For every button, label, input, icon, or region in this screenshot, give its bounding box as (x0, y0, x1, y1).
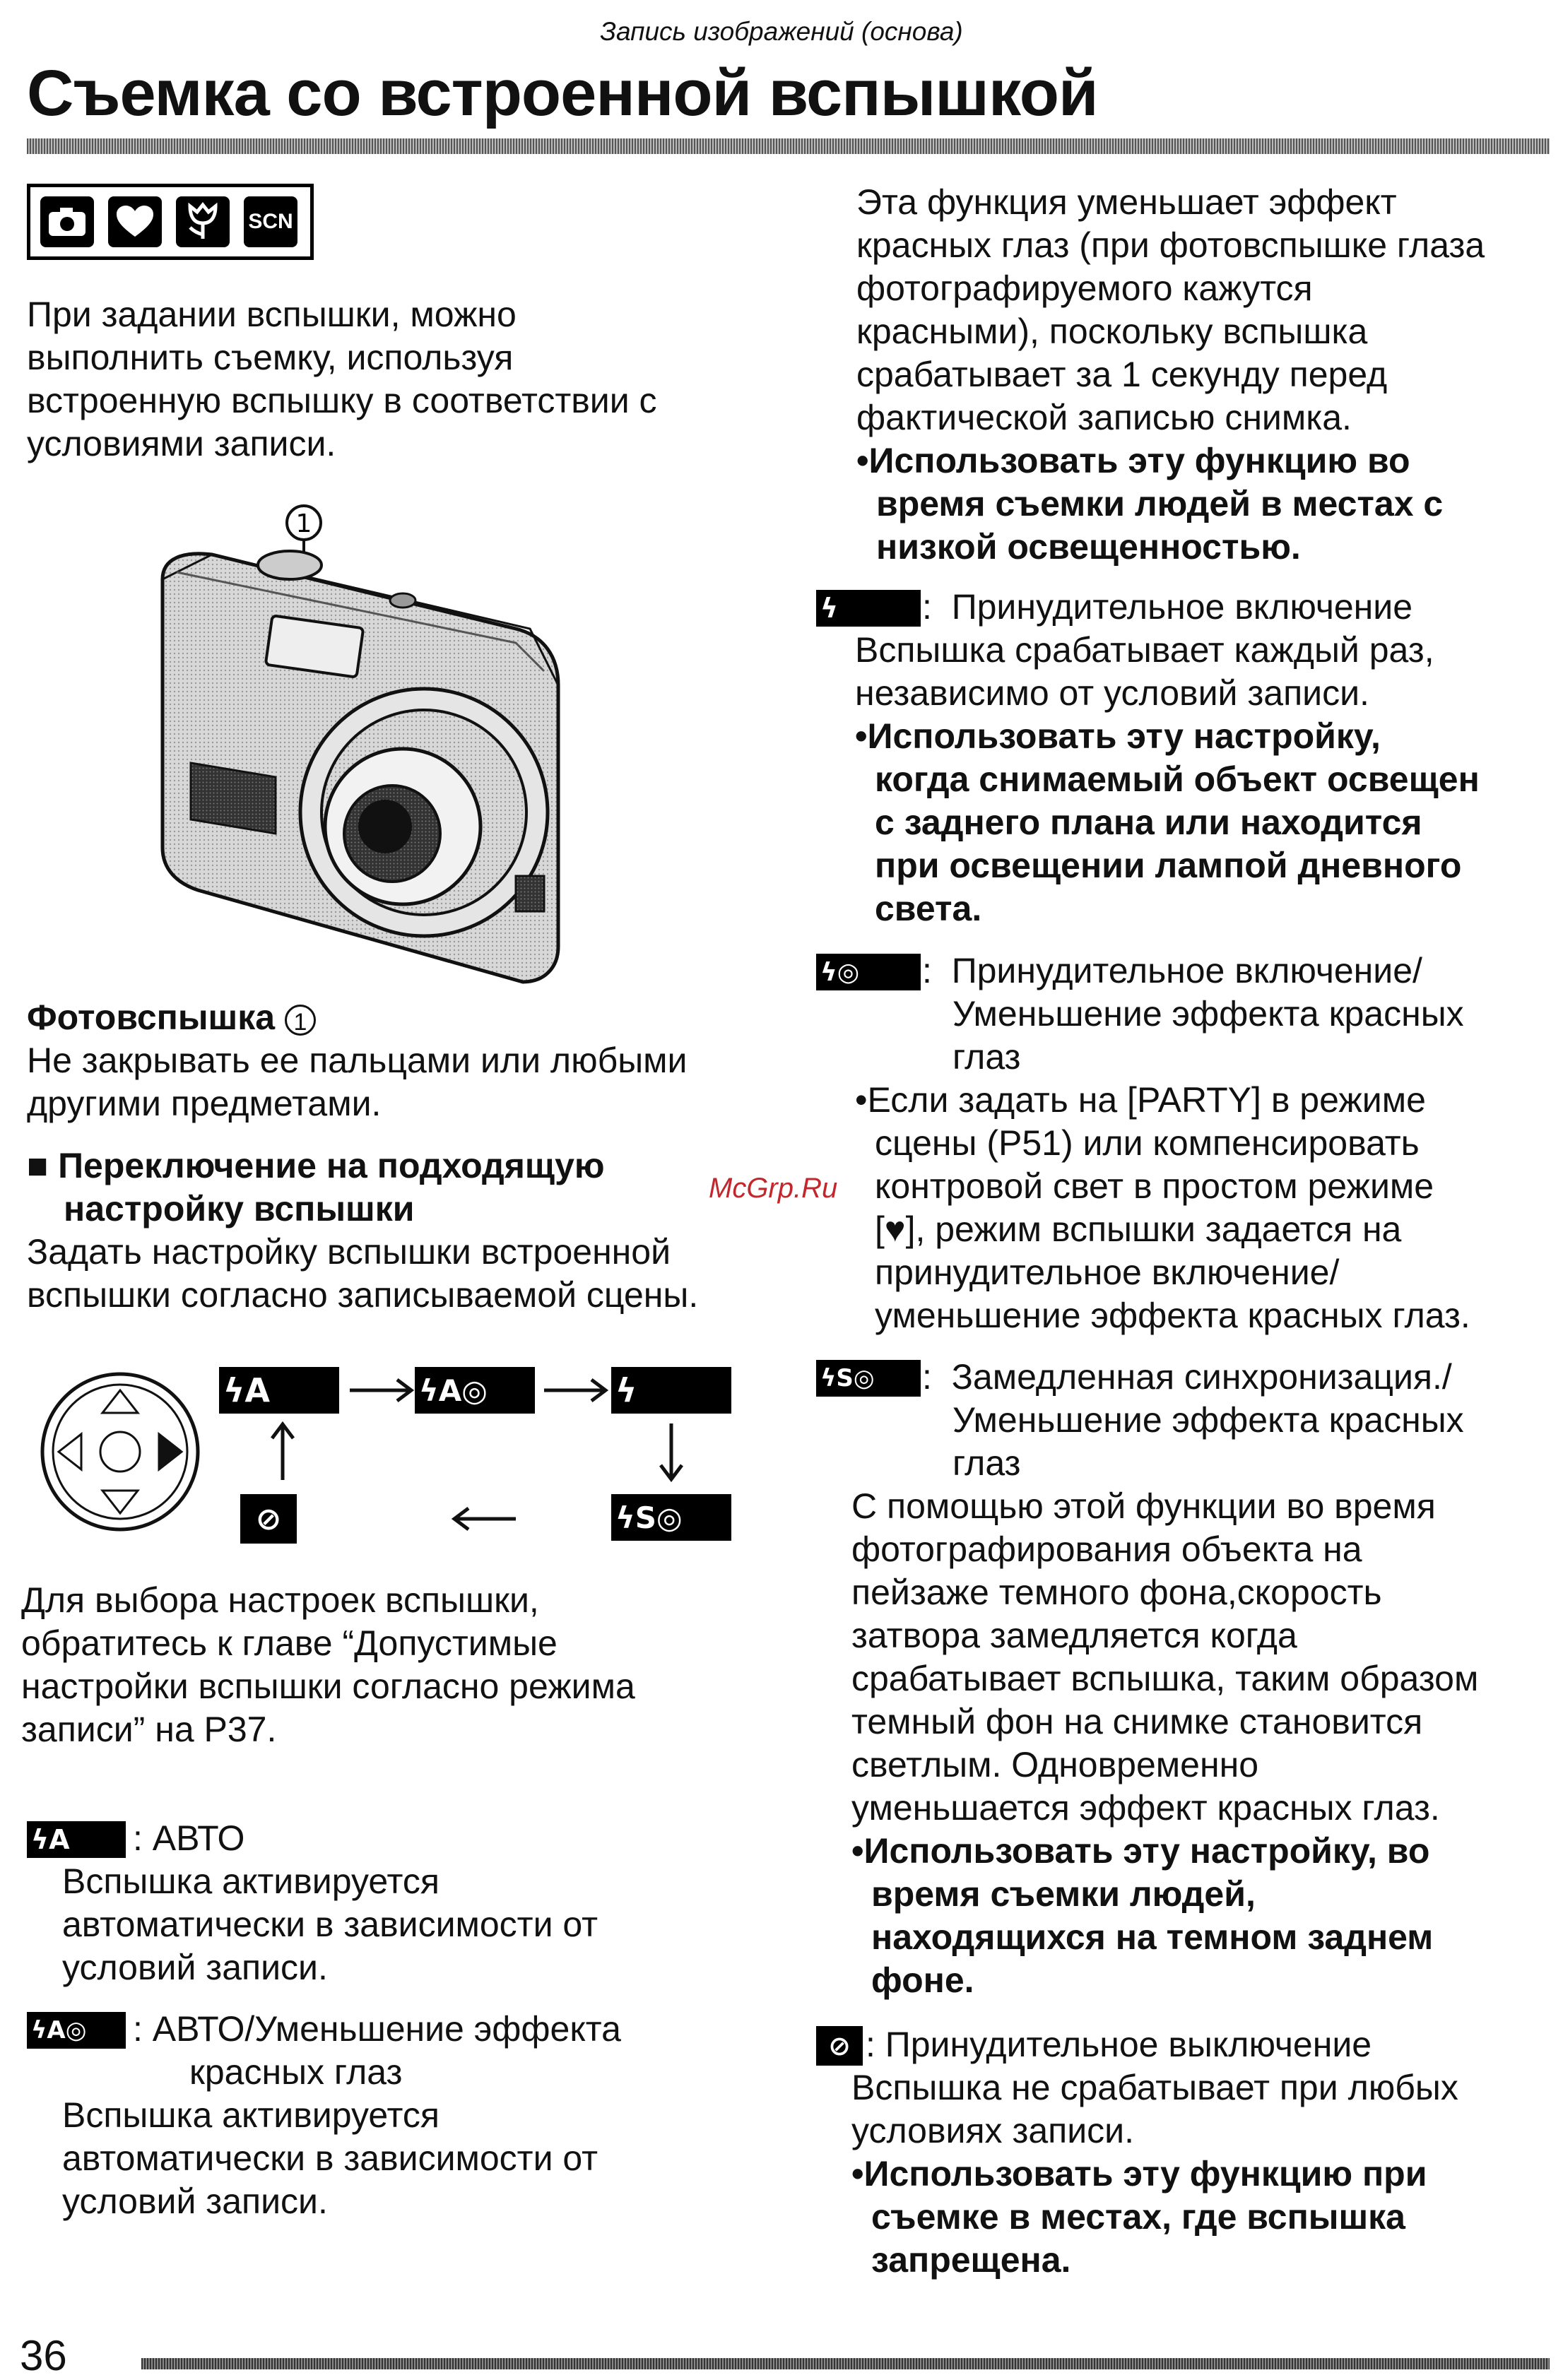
mode-desc-line: затвора замедляется когда (851, 1616, 1297, 1655)
mode-bullet-line: •Если задать на [PARTY] в режиме (855, 1080, 1426, 1120)
flash-forced-on-badge: ϟ (816, 590, 921, 627)
mode-title-line: Принудительное включение (951, 587, 1413, 627)
mode-desc (851, 2066, 1458, 2282)
mode-bullet-line: с заднего плана или находится (875, 803, 1422, 842)
mode-title: : Принудительное включение (922, 587, 1413, 627)
mode-desc-line: светлым. Одновременно (851, 1745, 1259, 1784)
callout-number: 1 (295, 509, 312, 538)
switch-desc-line: Задать настройку вспышки встроенной (27, 1232, 671, 1272)
title-rule (27, 138, 1550, 154)
cursor-button-icon (39, 1370, 201, 1533)
mode-desc-line: автоматически в зависимости от (62, 2138, 598, 2178)
flash-off-badge: ⊘ (816, 2026, 863, 2066)
mode-desc (855, 629, 1480, 930)
arrow-right-icon (541, 1376, 611, 1404)
reference-line: обратитесь к главе “Допустимые (21, 1623, 558, 1663)
mode-title-line: Принудительное выключение (885, 2025, 1372, 2064)
right-intro-bullet-line: низкой освещенностью. (876, 527, 1301, 567)
mode-bullet-line: фоне. (871, 1960, 974, 2000)
mode-desc-line: уменьшается эффект красных глаз. (851, 1788, 1440, 1828)
right-intro (856, 181, 1485, 569)
intro-text (27, 293, 657, 466)
intro-line: выполнить съемку, используя (27, 338, 514, 377)
switch-desc-line: вспышки согласно записываемой сцены. (27, 1275, 699, 1315)
flash-desc-line: другими предметами. (27, 1084, 382, 1123)
mode-title-line: Уменьшение эффекта красных (952, 994, 1464, 1034)
right-intro-line: фактической записью снимка. (856, 398, 1352, 437)
mode-title-line: АВТО (152, 1818, 245, 1858)
flash-forced-on-badge: ϟ (611, 1367, 731, 1414)
watermark: McGrp.Ru (709, 1173, 838, 1204)
right-intro-bullet-line: •Использовать эту функцию во (856, 441, 1410, 480)
right-intro-line: красными), поскольку вспышка (856, 312, 1368, 351)
mode-desc-line: условиях записи. (851, 2111, 1134, 2150)
right-intro-line: срабатывает за 1 секунду перед (856, 355, 1388, 394)
switch-section (27, 1144, 698, 1317)
flash-desc-line: Не закрывать ее пальцами или любыми (27, 1041, 688, 1080)
mode-bullet-line: находящихся на темном заднем (871, 1917, 1434, 1957)
heart-icon (108, 196, 162, 247)
footer-rule (141, 2358, 1550, 2369)
mode-desc-line: срабатывает вспышка, таким образом (851, 1659, 1479, 1698)
reference-line: настройки вспышки согласно режима (21, 1666, 635, 1706)
camera-icon (40, 196, 94, 247)
mode-bullet-line: •Использовать эту функцию при (851, 2154, 1427, 2193)
mode-bullet-line: запрещена. (871, 2240, 1071, 2280)
intro-line: При задании вспышки, можно (27, 295, 517, 334)
mode-bullet-line: [♥], режим вспышки задается на (875, 1209, 1402, 1249)
mode-bullet-line: контровой свет в простом режиме (875, 1166, 1434, 1206)
arrow-down-icon (657, 1420, 685, 1484)
mode-bullet-line: съемке в местах, где вспышка (871, 2197, 1405, 2237)
mode-bullet-line: •Использовать эту настройку, во (851, 1831, 1430, 1871)
mode-desc-line: условий записи. (62, 1948, 328, 1987)
mode-bullet-line: уменьшение эффекта красных глаз. (875, 1296, 1470, 1335)
mode-desc-line: Вспышка активируется (62, 1861, 440, 1901)
right-intro-line: Эта функция уменьшает эффект (856, 182, 1397, 222)
macro-tulip-icon (176, 196, 230, 247)
arrow-right-icon (346, 1376, 417, 1404)
mode-desc-line: Вспышка активируется (62, 2095, 440, 2135)
mode-bullet-line: когда снимаемый объект освещен (875, 759, 1480, 799)
intro-line: встроенную вспышку в соответствии с (27, 381, 657, 420)
reference-line: Для выбора настроек вспышки, (21, 1580, 539, 1620)
flash-auto-badge: ϟA (219, 1367, 339, 1414)
mode-bullet-line: принудительное включение/ (875, 1253, 1340, 1292)
right-intro-line: красных глаз (при фотовспышке глаза (856, 225, 1485, 265)
right-intro-bullet-line: время съемки людей в местах с (876, 484, 1444, 523)
arrow-up-icon (269, 1420, 297, 1484)
flash-cycle-diagram (39, 1363, 760, 1554)
mode-desc-line: пейзаже темного фона,скорость (851, 1573, 1382, 1612)
mode-title: : Принудительное выключение (866, 2025, 1372, 2064)
arrow-left-icon (449, 1505, 519, 1533)
applicable-modes-box (27, 184, 314, 260)
mode-desc-line: Вспышка срабатывает каждый раз, (855, 630, 1434, 670)
camera-illustration (134, 495, 650, 989)
mode-desc (62, 2094, 598, 2223)
flash-label (27, 996, 687, 1125)
mode-title: : АВТО/Уменьшение эффекта красных глаз (133, 2008, 621, 2094)
mode-title: : Замедленная синхронизация./ Уменьшение эффекта красных глаз (922, 1356, 1464, 1485)
mode-title-line: Уменьшение эффекта красных (952, 1400, 1464, 1440)
flash-slow-sync-badge: ϟS◎ (611, 1494, 731, 1541)
switch-heading-line: настройку вспышки (64, 1189, 415, 1229)
mode-bullet-line: сцены (P51) или компенсировать (875, 1123, 1420, 1163)
flash-title: Фотовспышка (27, 997, 276, 1037)
mode-title-line: АВТО/Уменьшение эффекта (152, 2009, 621, 2049)
mode-title-line: глаз (952, 1037, 1021, 1077)
mode-desc-line: фотографирования объекта на (851, 1529, 1362, 1569)
mode-desc-line: темный фон на снимке становится (851, 1702, 1423, 1741)
page-number: 36 (20, 2332, 67, 2379)
mode-bullets (855, 1079, 1470, 1337)
mode-desc-line: С помощью этой функции во время (851, 1486, 1436, 1526)
mode-title: : Принудительное включение/ Уменьшение эффекта красных глаз (922, 949, 1464, 1079)
switch-heading-line: ■ Переключение на подходящую (27, 1146, 605, 1185)
mode-desc (62, 1860, 598, 1989)
right-intro-line: фотографируемого кажутся (856, 268, 1313, 308)
flash-auto-badge: ϟA (27, 1821, 126, 1858)
section-header: Запись изображений (основа) (600, 17, 963, 46)
reference-line: записи” на P37. (21, 1710, 277, 1749)
mode-bullet-line: света. (875, 889, 982, 928)
flash-auto-redeye-badge: ϟA◎ (415, 1367, 535, 1414)
mode-desc-line: Вспышка не срабатывает при любых (851, 2068, 1458, 2107)
flash-slow-sync-badge: ϟS◎ (816, 1360, 921, 1397)
mode-title-line: Замедленная синхронизация./ (951, 1357, 1452, 1397)
scn-mode-icon: SCN (244, 196, 297, 247)
mode-title: : АВТО (133, 1818, 245, 1858)
mode-title-line: глаз (952, 1443, 1021, 1483)
page-title: Съемка со встроенной вспышкой (27, 57, 1098, 129)
mode-desc-line: автоматически в зависимости от (62, 1905, 598, 1944)
mode-desc-line: условий записи. (62, 2181, 328, 2221)
mode-bullet-line: •Использовать эту настройку, (855, 716, 1381, 756)
reference-text (21, 1579, 635, 1751)
flash-forced-on-redeye-badge: ϟ◎ (816, 954, 921, 990)
mode-bullet-line: время съемки людей, (871, 1874, 1256, 1914)
mode-desc-line: независимо от условий записи. (855, 673, 1369, 713)
flash-callout-number: 1 (285, 1005, 316, 1036)
mode-title-line: красных глаз (189, 2052, 403, 2092)
mode-bullet-line: при освещении лампой дневного (875, 846, 1462, 885)
intro-line: условиями записи. (27, 424, 336, 463)
mode-desc (851, 1485, 1478, 2002)
flash-auto-redeye-badge: ϟA◎ (27, 2012, 126, 2049)
flash-off-badge: ⊘ (240, 1494, 297, 1544)
mode-title-line: Принудительное включение/ (951, 951, 1422, 990)
